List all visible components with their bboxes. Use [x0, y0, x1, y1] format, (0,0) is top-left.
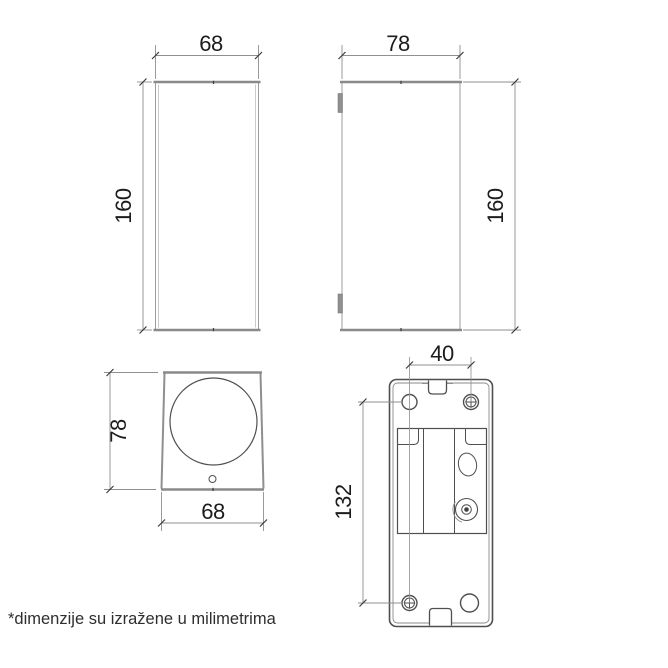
back-hole-spacing-horizontal-label: 40 [430, 341, 454, 366]
top-depth-label: 78 [106, 419, 131, 443]
front-height-label: 160 [111, 188, 136, 224]
side-mount-tab-top [338, 94, 343, 113]
side-height-label: 160 [483, 188, 508, 224]
mount-hole-bottom-right [461, 594, 479, 612]
dimensions-footnote: *dimenzije su izražene u milimetrima [8, 610, 276, 628]
top-width-label: 68 [201, 499, 225, 524]
back-hole-spacing-vertical-label: 132 [331, 484, 356, 520]
side-mount-tab-bottom [338, 294, 343, 313]
front-width-label: 68 [199, 31, 223, 56]
bottom-cable-notch [430, 609, 452, 626]
top-body-fill [162, 373, 264, 490]
side-depth-label: 78 [386, 31, 410, 56]
